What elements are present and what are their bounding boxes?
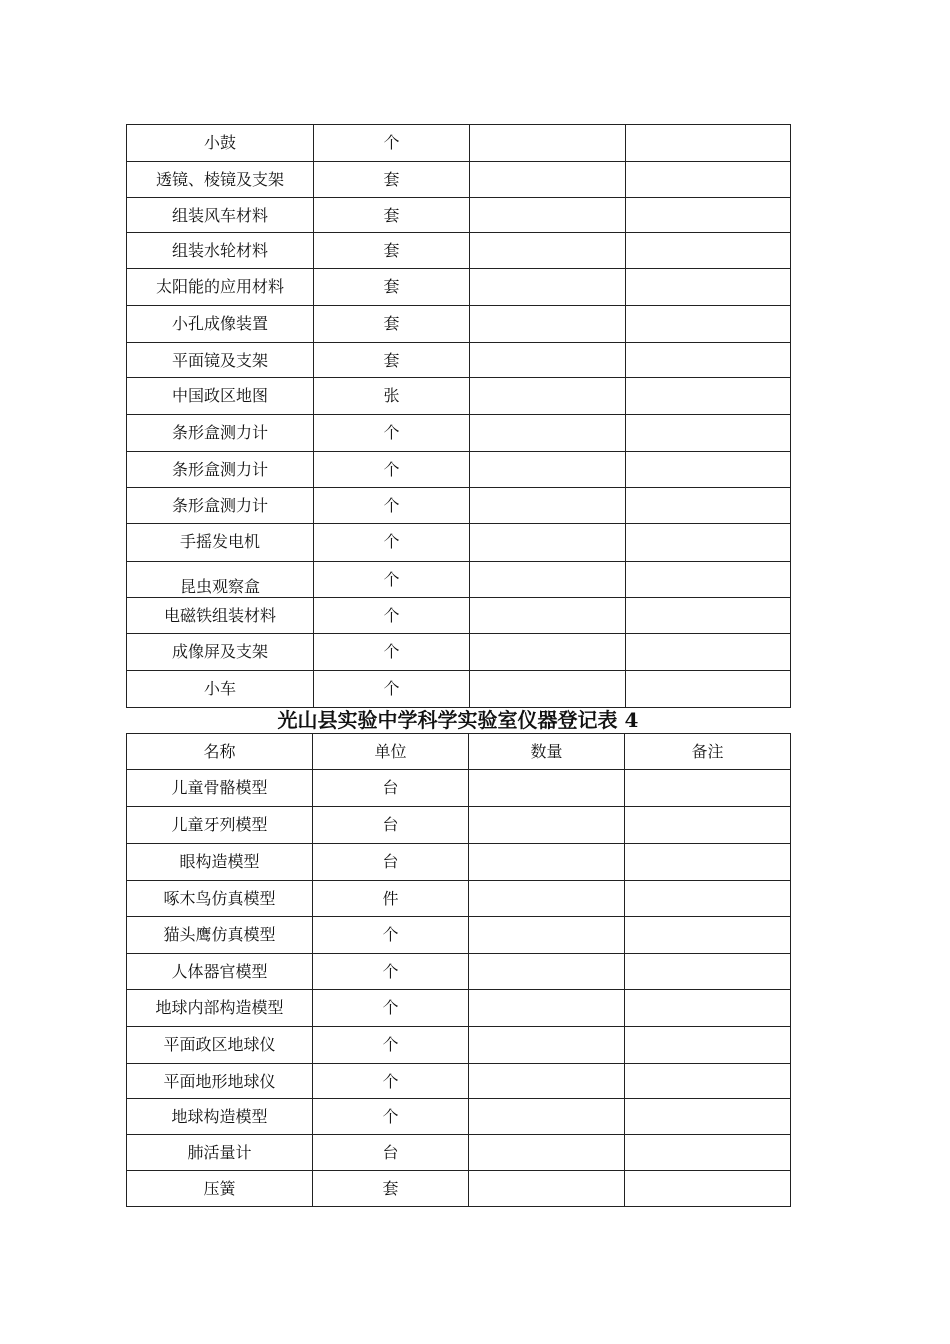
item-remarks	[626, 598, 791, 634]
table-row	[127, 378, 791, 415]
table-row	[127, 343, 791, 378]
table-row	[127, 770, 791, 807]
item-quantity	[470, 415, 626, 452]
item-quantity	[469, 881, 625, 917]
item-remarks	[626, 452, 791, 488]
instrument-table-4-body	[127, 770, 791, 1207]
table-row	[127, 598, 791, 634]
page-title: 光山县实验中学科学实验室仪器登记表 4	[277, 708, 639, 732]
item-remarks	[625, 881, 791, 917]
item-unit: 个	[314, 598, 470, 634]
item-remarks	[626, 269, 791, 306]
item-unit: 个	[314, 671, 470, 708]
item-name: 太阳能的应用材料	[127, 269, 314, 306]
item-name: 平面地形地球仪	[127, 1064, 313, 1099]
item-remarks	[625, 770, 791, 807]
table-row	[127, 198, 791, 233]
item-quantity	[469, 770, 625, 807]
item-quantity	[470, 306, 626, 343]
item-unit: 台	[313, 1135, 469, 1171]
item-unit: 个	[313, 1027, 469, 1064]
table-header-row	[127, 734, 791, 770]
item-name: 人体器官模型	[127, 954, 313, 990]
item-name: 透镜、棱镜及支架	[127, 162, 314, 198]
item-name: 压簧	[127, 1171, 313, 1207]
item-quantity	[470, 162, 626, 198]
item-unit: 件	[313, 881, 469, 917]
item-unit: 个	[313, 954, 469, 990]
item-quantity	[470, 524, 626, 562]
item-unit: 张	[314, 378, 470, 415]
item-remarks	[626, 125, 791, 162]
item-name: 条形盒测力计	[127, 488, 314, 524]
item-unit: 套	[313, 1171, 469, 1207]
table-row	[127, 452, 791, 488]
item-quantity	[470, 125, 626, 162]
item-quantity	[470, 562, 626, 598]
item-remarks	[625, 844, 791, 881]
item-unit: 个	[314, 488, 470, 524]
item-name: 地球构造模型	[127, 1099, 313, 1135]
item-quantity	[470, 634, 626, 671]
item-remarks	[626, 562, 791, 598]
item-remarks	[625, 1064, 791, 1099]
item-quantity	[469, 1064, 625, 1099]
item-unit: 套	[314, 306, 470, 343]
item-name: 啄木鸟仿真模型	[127, 881, 313, 917]
item-unit: 台	[313, 770, 469, 807]
item-quantity	[470, 343, 626, 378]
table-row	[127, 1135, 791, 1171]
item-remarks	[625, 807, 791, 844]
header-remarks: 备注	[625, 734, 791, 770]
item-name: 条形盒测力计	[127, 415, 314, 452]
item-remarks	[625, 1099, 791, 1135]
item-unit: 个	[314, 125, 470, 162]
item-name: 猫头鹰仿真模型	[127, 917, 313, 954]
item-quantity	[470, 671, 626, 708]
item-unit: 台	[313, 807, 469, 844]
item-name: 小孔成像装置	[127, 306, 314, 343]
table-row	[127, 562, 791, 598]
item-remarks	[625, 1171, 791, 1207]
table-row	[127, 125, 791, 162]
item-quantity	[469, 954, 625, 990]
table-row	[127, 634, 791, 671]
item-quantity	[470, 452, 626, 488]
item-remarks	[626, 415, 791, 452]
item-quantity	[469, 1171, 625, 1207]
item-name: 条形盒测力计	[127, 452, 314, 488]
item-name: 组装水轮材料	[127, 233, 314, 269]
item-quantity	[469, 1135, 625, 1171]
item-quantity	[470, 198, 626, 233]
item-remarks	[626, 378, 791, 415]
table-row	[127, 1171, 791, 1207]
item-name: 儿童骨骼模型	[127, 770, 313, 807]
instrument-table-continued	[126, 124, 791, 708]
table-row	[127, 1099, 791, 1135]
item-quantity	[470, 598, 626, 634]
item-unit: 个	[314, 452, 470, 488]
item-quantity	[470, 233, 626, 269]
item-unit: 个	[314, 562, 470, 598]
item-unit: 套	[314, 343, 470, 378]
header-name: 名称	[127, 734, 313, 770]
item-unit: 个	[314, 524, 470, 562]
table-row	[127, 917, 791, 954]
item-name: 组装风车材料	[127, 198, 314, 233]
item-name: 小鼓	[127, 125, 314, 162]
item-name: 手摇发电机	[127, 524, 314, 562]
item-unit: 套	[314, 269, 470, 306]
item-unit: 个	[313, 1099, 469, 1135]
item-quantity	[469, 1099, 625, 1135]
item-remarks	[626, 671, 791, 708]
item-name: 中国政区地图	[127, 378, 314, 415]
item-name: 昆虫观察盒	[127, 562, 314, 598]
item-name: 平面镜及支架	[127, 343, 314, 378]
table-row	[127, 1027, 791, 1064]
item-unit: 个	[313, 1064, 469, 1099]
item-remarks	[625, 1135, 791, 1171]
header-unit: 单位	[313, 734, 469, 770]
item-remarks	[626, 634, 791, 671]
item-unit: 套	[314, 233, 470, 269]
instrument-table-continued-body	[127, 125, 791, 708]
item-remarks	[626, 524, 791, 562]
item-remarks	[625, 990, 791, 1027]
item-unit: 台	[313, 844, 469, 881]
item-remarks	[626, 488, 791, 524]
item-remarks	[625, 1027, 791, 1064]
table-row	[127, 671, 791, 708]
item-unit: 个	[314, 634, 470, 671]
item-name: 电磁铁组装材料	[127, 598, 314, 634]
item-unit: 个	[313, 917, 469, 954]
item-name: 肺活量计	[127, 1135, 313, 1171]
item-name: 小车	[127, 671, 314, 708]
table-row	[127, 488, 791, 524]
item-quantity	[470, 488, 626, 524]
item-remarks	[625, 917, 791, 954]
table-row	[127, 881, 791, 917]
item-remarks	[626, 306, 791, 343]
item-name: 地球内部构造模型	[127, 990, 313, 1027]
table-row	[127, 415, 791, 452]
table-row	[127, 844, 791, 881]
item-name: 成像屏及支架	[127, 634, 314, 671]
item-unit: 套	[314, 162, 470, 198]
item-name: 平面政区地球仪	[127, 1027, 313, 1064]
table-row	[127, 269, 791, 306]
table-row	[127, 233, 791, 269]
table-row	[127, 306, 791, 343]
item-name: 儿童牙列模型	[127, 807, 313, 844]
instrument-table-4	[126, 733, 791, 1207]
item-remarks	[626, 198, 791, 233]
item-quantity	[469, 990, 625, 1027]
item-quantity	[469, 917, 625, 954]
table-row	[127, 954, 791, 990]
table-row	[127, 162, 791, 198]
table-row	[127, 524, 791, 562]
item-quantity	[469, 844, 625, 881]
item-quantity	[469, 807, 625, 844]
item-remarks	[626, 162, 791, 198]
item-unit: 个	[314, 415, 470, 452]
item-quantity	[469, 1027, 625, 1064]
item-remarks	[625, 954, 791, 990]
item-name: 眼构造模型	[127, 844, 313, 881]
item-unit: 个	[313, 990, 469, 1027]
table-row	[127, 990, 791, 1027]
item-remarks	[626, 233, 791, 269]
header-quantity: 数量	[469, 734, 625, 770]
item-remarks	[626, 343, 791, 378]
item-unit: 套	[314, 198, 470, 233]
item-quantity	[470, 378, 626, 415]
table-row	[127, 1064, 791, 1099]
table-row	[127, 807, 791, 844]
item-quantity	[470, 269, 626, 306]
